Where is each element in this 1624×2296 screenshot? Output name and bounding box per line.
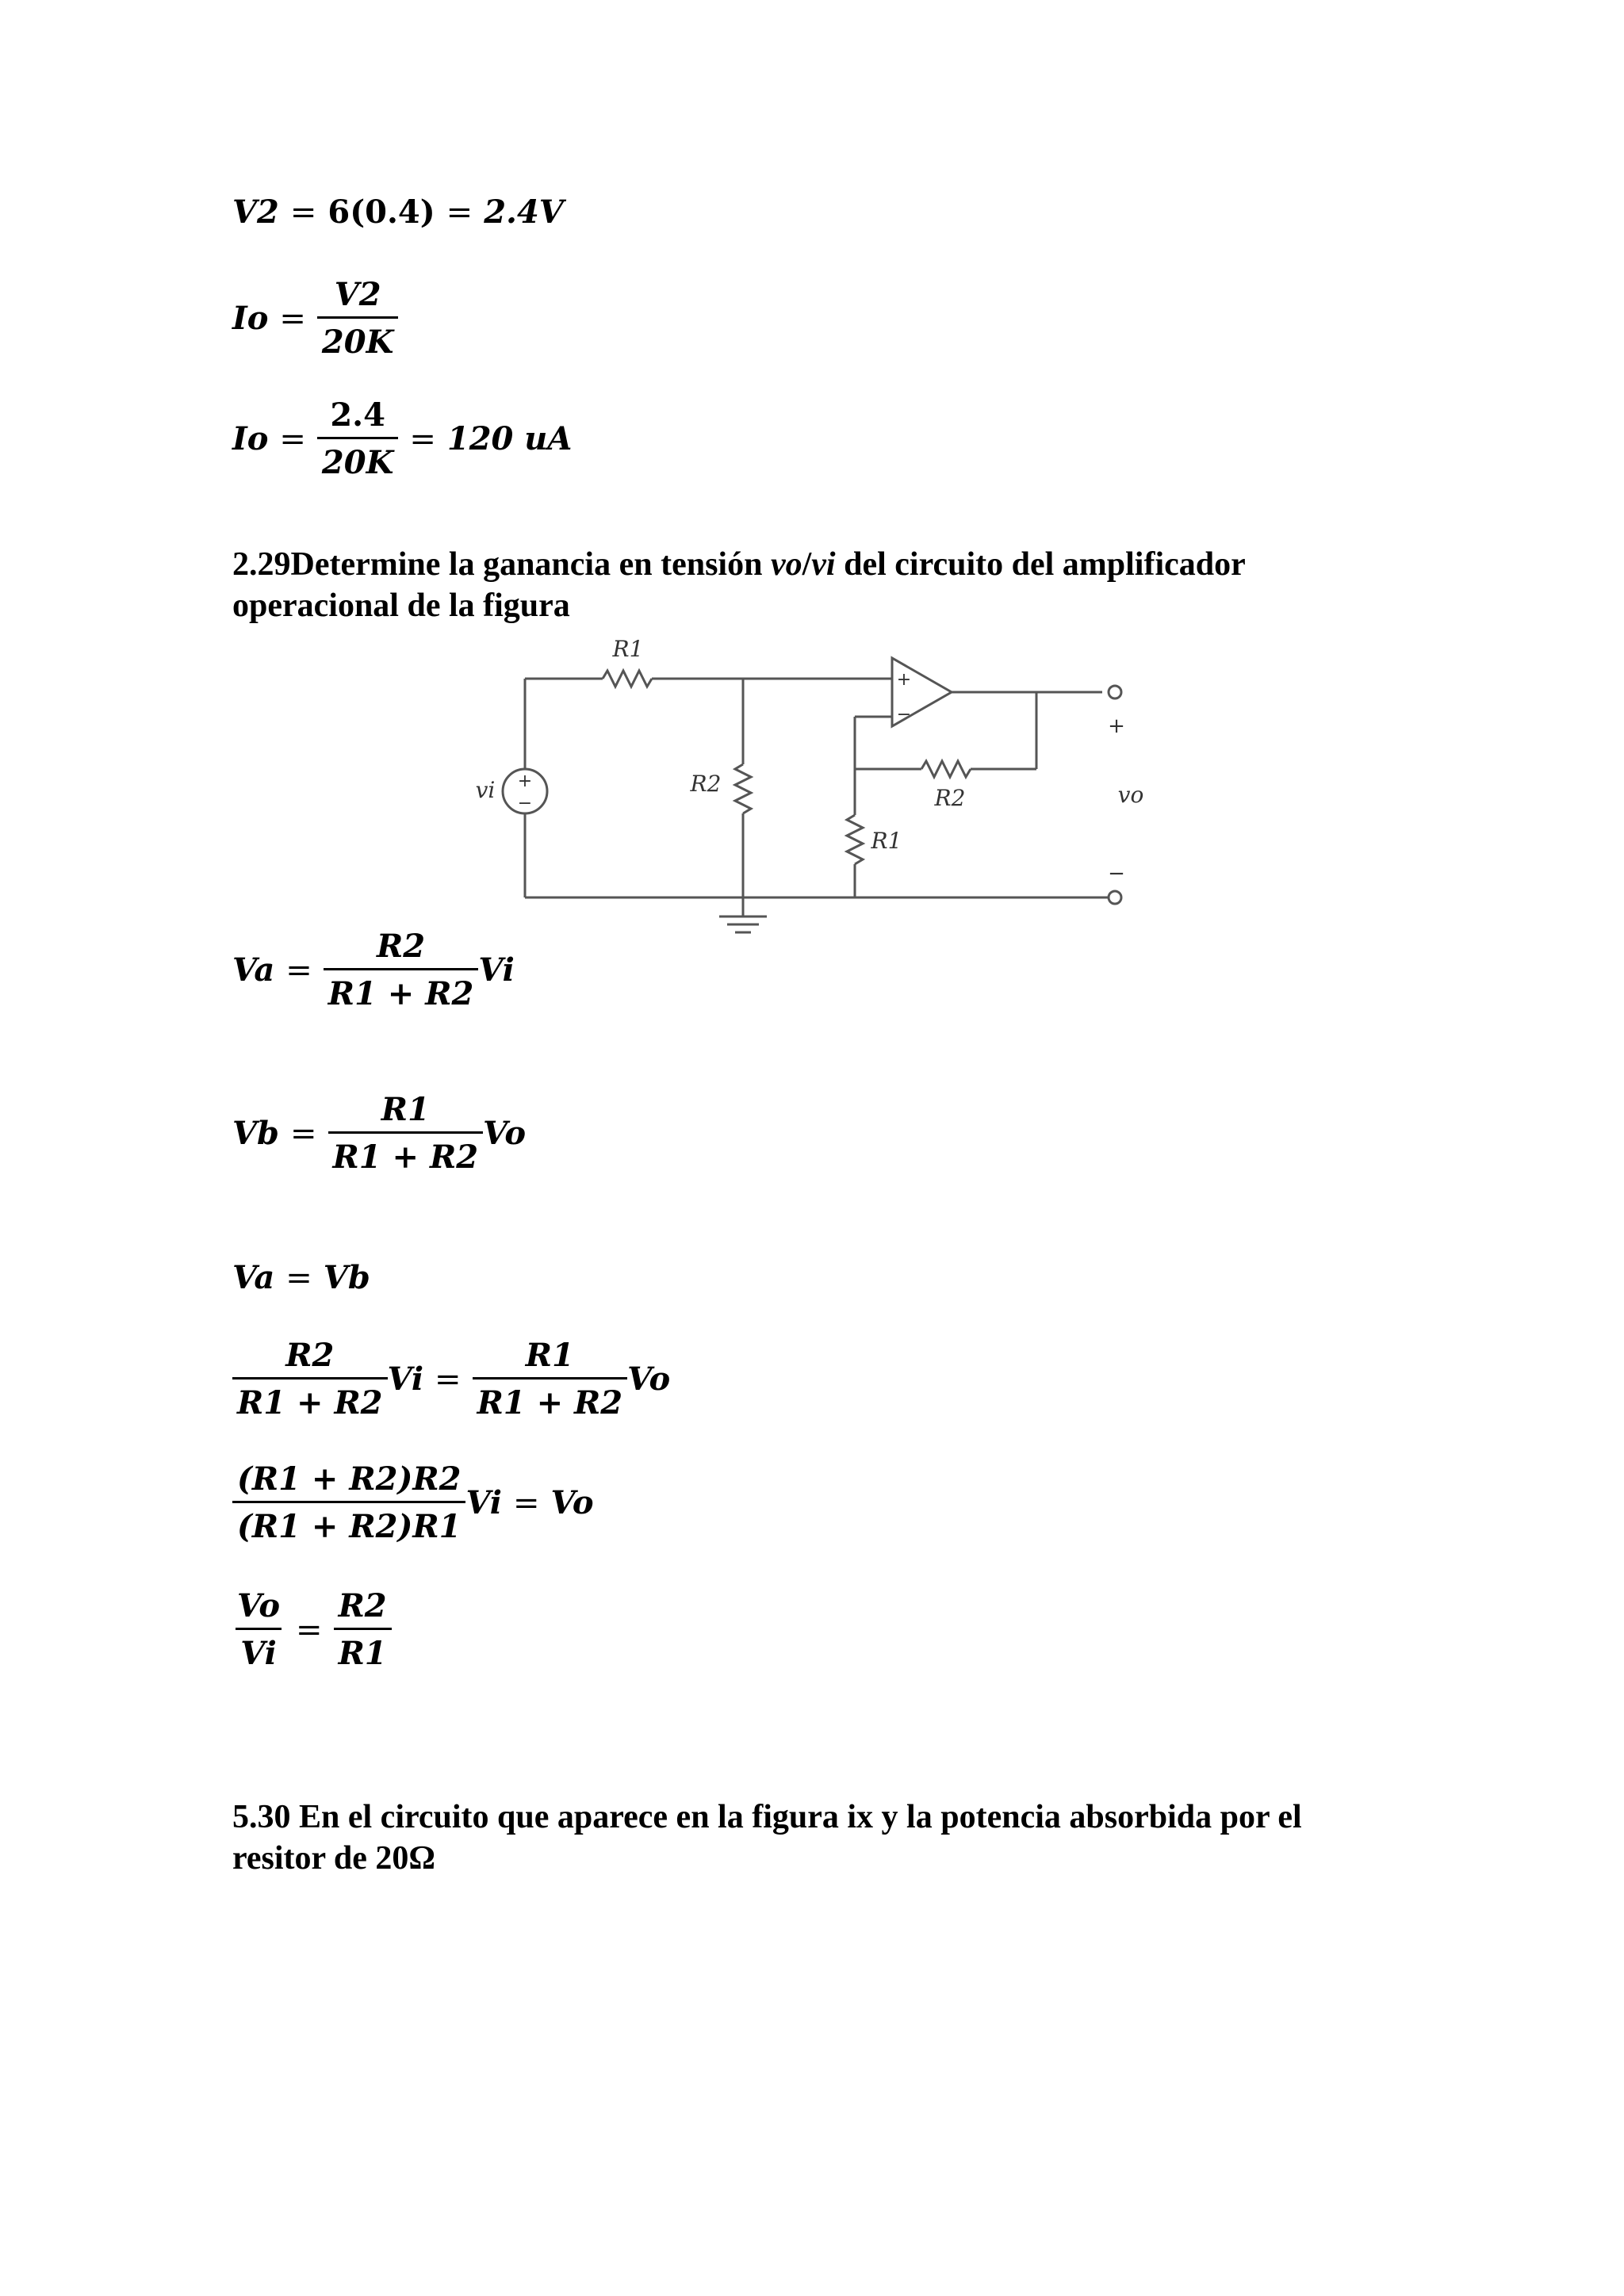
problem-229-heading: 2.29Determine la ganancia en tensión vo/vi del circuito del amplificador operacional de la figura xyxy=(232,546,1246,624)
problem-530-heading: 5.30 En el circuito que aparece en la figura ix y la potencia absorbida por el resitor de 20Ω xyxy=(232,1799,1302,1877)
fraction: $\frac{Vo}{Vi}$ xyxy=(237,1587,281,1672)
equation-balance: $\frac{R2}{R1 + R2}$ Vi = $\frac{R1}{R1 + R2}$ Vo xyxy=(232,1337,670,1422)
fraction: $\frac{R2}{R1}$ xyxy=(334,1587,392,1672)
label-r1-ground: R1 xyxy=(871,828,902,854)
fraction: $\frac{R1}{R1 + R2}$ xyxy=(328,1091,484,1176)
resistor-r1-ground xyxy=(847,815,863,864)
label-opamp-plus: + xyxy=(896,670,912,690)
label-vi: vi xyxy=(475,777,496,803)
label-source-plus: + xyxy=(517,771,533,791)
resistor-r2-feedback xyxy=(921,761,971,777)
fraction: $\frac{2.4}{20K}$ xyxy=(317,396,398,481)
equation-v2: V2 = 6(0.4) = 2.4V xyxy=(232,193,564,231)
equation-vb: Vb = $\frac{R1}{R1 + R2}$ Vo xyxy=(232,1091,527,1176)
terminal-output-minus xyxy=(1109,891,1121,904)
label-source-minus: − xyxy=(517,794,533,813)
equation-gain: $\frac{Vo}{Vi}$ = $\frac{R2}{R1}$ xyxy=(232,1587,392,1672)
equation-va: Va = $\frac{R2}{R1 + R2}$ Vi xyxy=(232,928,515,1012)
fraction: $\frac{(R1 + R2)R2}{(R1 + R2)R1}$ xyxy=(232,1460,465,1545)
fraction: $\frac{R1}{R1 + R2}$ xyxy=(473,1337,628,1422)
equation-io-fraction: Io = $\frac{V2}{20K}$ xyxy=(232,276,398,361)
equation-io-value: Io = $\frac{2.4}{20K}$ = 120 uA xyxy=(232,396,573,481)
fraction: $\frac{R2}{R1 + R2}$ xyxy=(324,928,479,1012)
label-r2-shunt: R2 xyxy=(690,771,722,797)
fraction: $\frac{V2}{20K}$ xyxy=(317,276,398,361)
label-opamp-minus: − xyxy=(896,705,912,725)
label-r2-feedback: R2 xyxy=(934,785,966,811)
label-output-plus: + xyxy=(1108,714,1125,738)
fraction: $\frac{R2}{R1 + R2}$ xyxy=(232,1337,388,1422)
terminal-output-plus xyxy=(1109,686,1121,698)
equation-simplified: $\frac{(R1 + R2)R2}{(R1 + R2)R1}$ Vi = Vo xyxy=(232,1460,594,1545)
resistor-r1-top xyxy=(603,671,652,687)
label-vo: vo xyxy=(1117,782,1144,808)
label-r1-top: R1 xyxy=(612,636,644,662)
op-amp-circuit-diagram xyxy=(452,618,1150,951)
resistor-r2-shunt xyxy=(735,764,751,813)
equation-va-equals-vb: Va = Vb xyxy=(232,1259,370,1296)
label-output-minus: − xyxy=(1108,862,1125,886)
